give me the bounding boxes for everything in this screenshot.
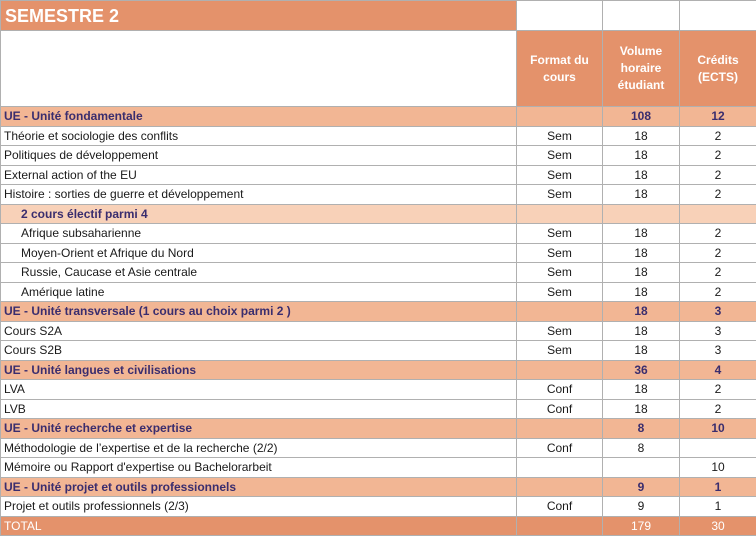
course-row bbox=[1, 497, 756, 517]
row-format bbox=[517, 477, 603, 497]
row-credits: 30 bbox=[680, 516, 756, 536]
header-row bbox=[1, 31, 756, 107]
title-row bbox=[1, 1, 756, 31]
row-label: Méthodologie de l’expertise et de la recherche (2/2) bbox=[1, 438, 517, 458]
row-credits: 10 bbox=[680, 458, 756, 478]
row-label: UE - Unité fondamentale bbox=[1, 107, 517, 127]
course-row bbox=[1, 146, 756, 166]
row-label: TOTAL bbox=[1, 516, 517, 536]
row-hours: 18 bbox=[603, 224, 680, 244]
row-label: LVA bbox=[1, 380, 517, 400]
row-hours: 18 bbox=[603, 263, 680, 283]
course-row bbox=[1, 321, 756, 341]
row-hours: 9 bbox=[603, 497, 680, 517]
row-credits: 1 bbox=[680, 477, 756, 497]
row-hours: 108 bbox=[603, 107, 680, 127]
row-hours: 18 bbox=[603, 380, 680, 400]
empty-cell bbox=[603, 1, 680, 31]
row-credits: 2 bbox=[680, 126, 756, 146]
course-row bbox=[1, 224, 756, 244]
row-credits: 4 bbox=[680, 360, 756, 380]
row-label: External action of the EU bbox=[1, 165, 517, 185]
row-format bbox=[517, 204, 603, 224]
row-credits bbox=[680, 204, 756, 224]
course-row bbox=[1, 263, 756, 283]
ue-row bbox=[1, 360, 756, 380]
row-format: Sem bbox=[517, 282, 603, 302]
row-label: LVB bbox=[1, 399, 517, 419]
row-credits: 3 bbox=[680, 302, 756, 322]
row-format: Sem bbox=[517, 126, 603, 146]
course-row bbox=[1, 126, 756, 146]
course-row bbox=[1, 243, 756, 263]
row-credits: 10 bbox=[680, 419, 756, 439]
row-credits bbox=[680, 438, 756, 458]
row-hours: 179 bbox=[603, 516, 680, 536]
row-hours: 8 bbox=[603, 438, 680, 458]
row-label: Politiques de développement bbox=[1, 146, 517, 166]
row-hours: 18 bbox=[603, 341, 680, 361]
row-format: Conf bbox=[517, 380, 603, 400]
row-label: Moyen-Orient et Afrique du Nord bbox=[1, 243, 517, 263]
header-credits: Crédits (ECTS) bbox=[680, 31, 756, 107]
row-label: 2 cours électif parmi 4 bbox=[1, 204, 517, 224]
row-credits: 2 bbox=[680, 263, 756, 283]
row-hours: 36 bbox=[603, 360, 680, 380]
ue-row bbox=[1, 477, 756, 497]
elective-row bbox=[1, 204, 756, 224]
row-hours: 18 bbox=[603, 321, 680, 341]
row-hours: 8 bbox=[603, 419, 680, 439]
row-format: Conf bbox=[517, 438, 603, 458]
row-credits: 2 bbox=[680, 380, 756, 400]
course-row bbox=[1, 341, 756, 361]
course-row bbox=[1, 458, 756, 478]
row-label: Histoire : sorties de guerre et développement bbox=[1, 185, 517, 205]
row-format: Sem bbox=[517, 243, 603, 263]
ue-row bbox=[1, 107, 756, 127]
ue-row bbox=[1, 419, 756, 439]
empty-cell bbox=[517, 1, 603, 31]
row-format bbox=[517, 458, 603, 478]
row-label: Mémoire ou Rapport d'expertise ou Bachelorarbeit bbox=[1, 458, 517, 478]
row-format bbox=[517, 419, 603, 439]
empty-cell bbox=[680, 1, 756, 31]
row-hours: 18 bbox=[603, 185, 680, 205]
row-label: Cours S2B bbox=[1, 341, 517, 361]
row-format: Sem bbox=[517, 165, 603, 185]
course-row bbox=[1, 282, 756, 302]
row-format: Sem bbox=[517, 224, 603, 244]
row-label: UE - Unité transversale (1 cours au choix parmi 2 ) bbox=[1, 302, 517, 322]
course-row bbox=[1, 165, 756, 185]
row-hours bbox=[603, 204, 680, 224]
header-format: Format du cours bbox=[517, 31, 603, 107]
row-credits: 2 bbox=[680, 399, 756, 419]
row-credits: 3 bbox=[680, 341, 756, 361]
row-format: Sem bbox=[517, 185, 603, 205]
header-volume: Volume horaire étudiant bbox=[603, 31, 680, 107]
row-label: Russie, Caucase et Asie centrale bbox=[1, 263, 517, 283]
row-hours: 18 bbox=[603, 146, 680, 166]
row-label: Théorie et sociologie des conflits bbox=[1, 126, 517, 146]
row-hours: 18 bbox=[603, 302, 680, 322]
row-format: Conf bbox=[517, 497, 603, 517]
course-row bbox=[1, 399, 756, 419]
semester-title: SEMESTRE 2 bbox=[1, 1, 517, 31]
row-label: Amérique latine bbox=[1, 282, 517, 302]
row-hours: 18 bbox=[603, 243, 680, 263]
course-row bbox=[1, 185, 756, 205]
row-label: Projet et outils professionnels (2/3) bbox=[1, 497, 517, 517]
row-format: Sem bbox=[517, 321, 603, 341]
row-credits: 2 bbox=[680, 224, 756, 244]
row-label: Afrique subsaharienne bbox=[1, 224, 517, 244]
row-format bbox=[517, 107, 603, 127]
row-format: Conf bbox=[517, 399, 603, 419]
empty-header-cell bbox=[1, 31, 517, 107]
row-hours: 9 bbox=[603, 477, 680, 497]
row-label: UE - Unité projet et outils professionnels bbox=[1, 477, 517, 497]
row-format: Sem bbox=[517, 146, 603, 166]
row-credits: 2 bbox=[680, 185, 756, 205]
row-hours: 18 bbox=[603, 165, 680, 185]
row-format: Sem bbox=[517, 263, 603, 283]
row-credits: 2 bbox=[680, 146, 756, 166]
row-credits: 1 bbox=[680, 497, 756, 517]
row-format bbox=[517, 360, 603, 380]
row-hours bbox=[603, 458, 680, 478]
row-format bbox=[517, 302, 603, 322]
course-row bbox=[1, 438, 756, 458]
row-label: UE - Unité recherche et expertise bbox=[1, 419, 517, 439]
row-hours: 18 bbox=[603, 282, 680, 302]
row-label: UE - Unité langues et civilisations bbox=[1, 360, 517, 380]
row-hours: 18 bbox=[603, 126, 680, 146]
ue-row bbox=[1, 302, 756, 322]
row-format: Sem bbox=[517, 341, 603, 361]
row-hours: 18 bbox=[603, 399, 680, 419]
row-credits: 3 bbox=[680, 321, 756, 341]
row-credits: 2 bbox=[680, 243, 756, 263]
row-credits: 2 bbox=[680, 282, 756, 302]
row-credits: 12 bbox=[680, 107, 756, 127]
course-row bbox=[1, 380, 756, 400]
total-row bbox=[1, 516, 756, 536]
row-credits: 2 bbox=[680, 165, 756, 185]
row-format bbox=[517, 516, 603, 536]
row-label: Cours S2A bbox=[1, 321, 517, 341]
